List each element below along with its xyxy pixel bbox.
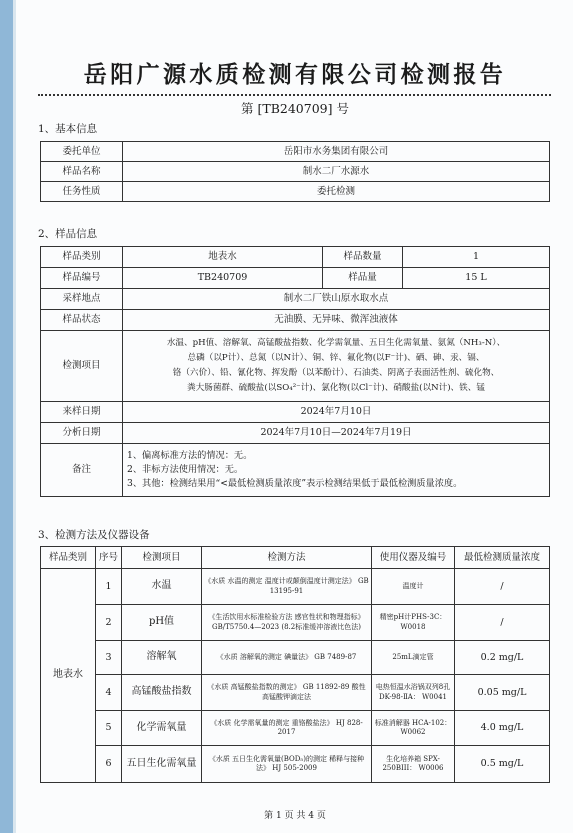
row-method: 《水质 溶解氧的测定 碘量法》 GB 7489-87 [202, 641, 372, 675]
sample-type-value: 地表水 [123, 247, 323, 268]
row-no: 2 [96, 605, 122, 641]
header-limit: 最低检测质量浓度 [455, 547, 550, 569]
items-line: 粪大肠菌群、硫酸盐(以SO₄²⁻计)、氯化物(以Cl⁻计)、硝酸盐(以N计)、铁、锰 [187, 383, 485, 393]
method-header-row [41, 547, 550, 569]
sample-info-table [40, 246, 550, 497]
sample-row [41, 268, 550, 289]
analysis-value: 2024年7月10日—2024年7月19日 [123, 423, 550, 444]
binding-strip [0, 0, 13, 833]
header-instrument: 使用仪器及编号 [372, 547, 455, 569]
row-no: 6 [96, 746, 122, 783]
row-method: 《生活饮用水标准检验方法 感官性状和物理指标》GB/T5750.4—2023 (8.2标准缓冲溶液比色法) [202, 605, 372, 641]
task-type-label: 任务性质 [41, 182, 123, 202]
row-no: 4 [96, 675, 122, 711]
client-label: 委托单位 [41, 142, 123, 162]
sample-name-value: 制水二厂水源水 [123, 162, 550, 182]
row-item: pH值 [122, 605, 202, 641]
sample-type-label: 样品类别 [41, 247, 123, 268]
report-title: 岳阳广源水质检测有限公司检测报告 [83, 62, 507, 88]
report-number: 第 [TB240709] 号 [241, 101, 349, 116]
method-row [41, 746, 550, 783]
items-line: 铬（六价）、铅、氰化物、挥发酚（以苯酚计）、石油类、阴离子表面活性剂、硫化物、 [172, 368, 500, 378]
row-instrument: 生化培养箱 SPX-250BIII： W0006 [372, 746, 455, 783]
location-value: 制水二厂铁山原水取水点 [123, 289, 550, 310]
state-label: 样品状态 [41, 310, 123, 331]
sample-count-label: 样品数量 [323, 247, 403, 268]
sample-row [41, 289, 550, 310]
page-footer: 第 1 页 共 4 页 [264, 811, 326, 821]
header-category: 样品类别 [41, 547, 96, 569]
sample-no-value: TB240709 [123, 268, 323, 289]
client-value: 岳阳市水务集团有限公司 [123, 142, 550, 162]
sample-qty-value: 15 L [403, 268, 550, 289]
row-limit: / [455, 569, 550, 605]
row-item: 溶解氧 [122, 641, 202, 675]
remarks-label: 备注 [41, 444, 123, 497]
method-row [41, 641, 550, 675]
row-item: 水温 [122, 569, 202, 605]
section-basic-heading: 1、基本信息 [38, 123, 98, 135]
sample-row [41, 310, 550, 331]
sample-qty-label: 样品量 [323, 268, 403, 289]
row-instrument: 电热恒温水浴锅双列8孔 DK-98-ⅡA： W0041 [372, 675, 455, 711]
row-limit: 4.0 mg/L [455, 711, 550, 746]
row-limit: / [455, 605, 550, 641]
row-item: 化学需氧量 [122, 711, 202, 746]
items-line: 总磷（以P计）、总氮（以N计）、铜、锌、氟化物(以F⁻计)、硒、砷、汞、镉、 [187, 353, 485, 363]
basic-info-table [40, 141, 550, 202]
row-method: 《水质 水温的测定 温度计或颠倒温度计测定法》 GB 13195-91 [202, 569, 372, 605]
sample-row [41, 402, 550, 423]
method-row [41, 605, 550, 641]
sample-row [41, 423, 550, 444]
row-no: 5 [96, 711, 122, 746]
row-instrument: 25mL滴定管 [372, 641, 455, 675]
basic-row [41, 182, 550, 202]
basic-row [41, 162, 550, 182]
arrival-label: 来样日期 [41, 402, 123, 423]
row-item: 高锰酸盐指数 [122, 675, 202, 711]
category-cell: 地表水 [41, 569, 96, 783]
header-no: 序号 [96, 547, 122, 569]
items-label: 检测项目 [41, 331, 123, 402]
method-table [40, 546, 550, 783]
sample-row [41, 247, 550, 268]
title-divider [38, 94, 551, 96]
remark-line: 3、其他：检测结果用“<最低检测质量浓度”表示检测结果低于最低检测质量浓度。 [127, 478, 463, 489]
method-row [41, 675, 550, 711]
section-method-heading: 3、检测方法及仪器设备 [38, 529, 150, 541]
basic-row [41, 142, 550, 162]
sample-row [41, 331, 550, 402]
remark-line: 2、非标方法使用情况：无。 [127, 464, 244, 475]
row-method: 《水质 化学需氧量的测定 重铬酸盐法》 HJ 828-2017 [202, 711, 372, 746]
row-instrument: 温度计 [372, 569, 455, 605]
sample-no-label: 样品编号 [41, 268, 123, 289]
arrival-value: 2024年7月10日 [123, 402, 550, 423]
items-value [123, 331, 550, 402]
row-method: 《水质 五日生化需氧量(BOD₅)的测定 稀释与接种法》 HJ 505-2009 [202, 746, 372, 783]
method-row [41, 711, 550, 746]
row-limit: 0.05 mg/L [455, 675, 550, 711]
section-sample-heading: 2、样品信息 [38, 228, 98, 240]
remarks-value [123, 444, 550, 497]
row-instrument: 标准消解器 HCA-102： W0062 [372, 711, 455, 746]
row-no: 3 [96, 641, 122, 675]
state-value: 无油膜、无异味、微浑浊液体 [123, 310, 550, 331]
sample-count-value: 1 [403, 247, 550, 268]
analysis-label: 分析日期 [41, 423, 123, 444]
row-no: 1 [96, 569, 122, 605]
row-item: 五日生化需氧量 [122, 746, 202, 783]
header-method: 检测方法 [202, 547, 372, 569]
row-limit: 0.2 mg/L [455, 641, 550, 675]
row-limit: 0.5 mg/L [455, 746, 550, 783]
header-item: 检测项目 [122, 547, 202, 569]
row-method: 《水质 高锰酸盐指数的测定》 GB 11892-89 酸性高锰酸钾滴定法 [202, 675, 372, 711]
remark-line: 1、偏离标准方法的情况：无。 [127, 450, 253, 461]
sample-row [41, 444, 550, 497]
location-label: 采样地点 [41, 289, 123, 310]
row-instrument: 精密pH计PHS-3C： W0018 [372, 605, 455, 641]
method-row [41, 569, 550, 605]
task-type-value: 委托检测 [123, 182, 550, 202]
items-line: 水温、pH值、溶解氧、高锰酸盐指数、化学需氧量、五日生化需氧量、氨氮（NH₃-N）、 [166, 338, 506, 348]
sample-name-label: 样品名称 [41, 162, 123, 182]
